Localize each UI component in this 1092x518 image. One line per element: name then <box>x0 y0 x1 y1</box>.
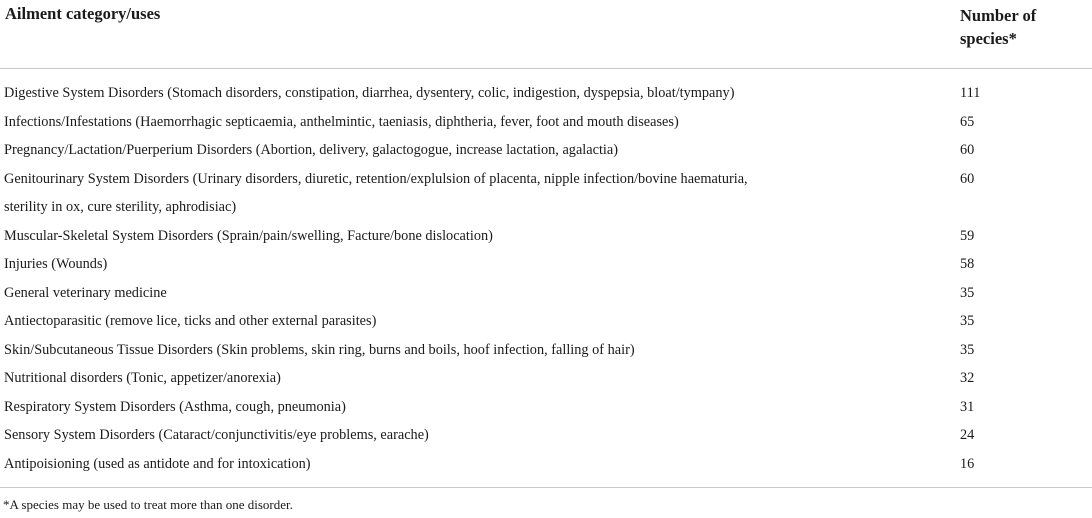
species-count-cell: 60 <box>960 142 975 158</box>
ailment-category-cell: Nutritional disorders (Tonic, appetizer/anorexia) <box>4 370 281 386</box>
table-row <box>0 108 1092 137</box>
species-count-cell: 60 <box>960 170 975 187</box>
species-count-cell: 32 <box>960 370 975 386</box>
table-row <box>0 421 1092 450</box>
table-row <box>0 364 1092 393</box>
header-number-of-species: Number of species* <box>960 6 1037 48</box>
ailment-category-cell: Infections/Infestations (Haemorrhagic septicaemia, anthelmintic, taeniasis, diphtheria, fever, foot and mouth diseases) <box>4 113 679 130</box>
species-count-cell: 65 <box>960 113 975 130</box>
species-count-cell: 35 <box>960 284 975 301</box>
ailment-category-cell: Digestive System Disorders (Stomach disorders, constipation, diarrhea, dysentery, colic, indigestion, dyspepsia, bloat/tympany) <box>4 85 735 101</box>
ailment-category-cell: Sensory System Disorders (Cataract/conjunctivitis/eye problems, earache) <box>4 427 429 443</box>
species-count-cell: 111 <box>960 85 981 101</box>
species-count-cell: 24 <box>960 427 975 443</box>
species-count-cell: 35 <box>960 313 975 329</box>
species-count-cell: 16 <box>960 455 975 472</box>
species-count-cell: 59 <box>960 227 975 244</box>
species-count-cell: 58 <box>960 256 975 272</box>
ailment-category-cell: Genitourinary System Disorders (Urinary disorders, diuretic, retention/explulsion of placenta, nipple infection/bovine haematuria, sterility in ox, cure sterility, aphrodisiac) <box>4 170 748 215</box>
table-row <box>0 336 1092 365</box>
table-row <box>0 393 1092 422</box>
species-count-cell: 35 <box>960 341 975 358</box>
table-row <box>0 279 1092 308</box>
table-header <box>0 0 1092 69</box>
table-row <box>0 250 1092 279</box>
table-body <box>0 79 1092 478</box>
table-row <box>0 307 1092 336</box>
ailment-category-cell: Skin/Subcutaneous Tissue Disorders (Skin problems, skin ring, burns and boils, hoof infection, falling of hair) <box>4 341 635 358</box>
ailment-category-cell: Pregnancy/Lactation/Puerperium Disorders (Abortion, delivery, galactogogue, increase lactation, agalactia) <box>4 142 618 158</box>
header-ailment-category: Ailment category/uses <box>5 4 161 23</box>
table-row <box>0 79 1092 108</box>
table-row <box>0 450 1092 479</box>
species-count-cell: 31 <box>960 398 975 415</box>
table-bottom-rule <box>0 487 1092 488</box>
ailment-category-cell: Muscular-Skeletal System Disorders (Sprain/pain/swelling, Facture/bone dislocation) <box>4 227 493 244</box>
ailment-category-cell: Antiectoparasitic (remove lice, ticks and other external parasites) <box>4 313 377 329</box>
table-row <box>0 165 1092 222</box>
ailment-category-cell: General veterinary medicine <box>4 284 167 301</box>
table-row <box>0 222 1092 251</box>
ailment-category-cell: Injuries (Wounds) <box>4 256 108 272</box>
ailment-category-cell: Antipoisioning (used as antidote and for intoxication) <box>4 455 311 472</box>
ailment-category-cell: Respiratory System Disorders (Asthma, cough, pneumonia) <box>4 398 346 415</box>
table-footnote: *A species may be used to treat more than one disorder. <box>3 497 293 512</box>
table-row <box>0 136 1092 165</box>
